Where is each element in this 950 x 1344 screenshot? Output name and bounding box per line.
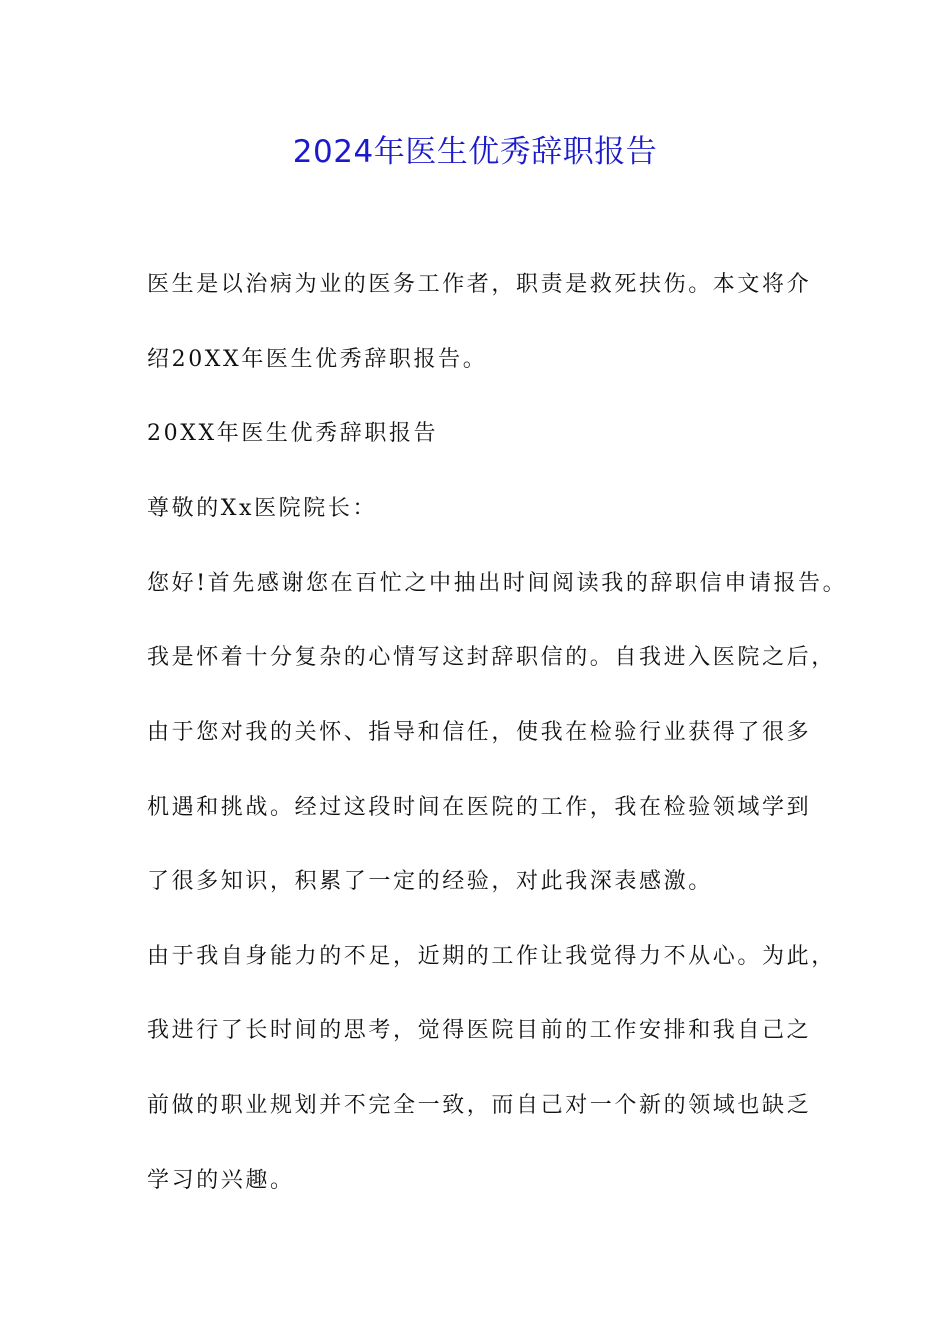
text-line-9: 了很多知识，积累了一定的经验，对此我深表感激。 xyxy=(147,869,713,894)
text-line-7: 由于您对我的关怀、指导和信任，使我在检验行业获得了很多 xyxy=(147,720,812,745)
text-line-5: 您好!首先感谢您在百忙之中抽出时间阅读我的辞职信申请报告。 xyxy=(147,571,848,596)
text-line-10: 由于我自身能力的不足，近期的工作让我觉得力不从心。为此， xyxy=(147,944,836,969)
text-line-3: 20XX年医生优秀辞职报告 xyxy=(147,421,439,446)
text-line-13: 学习的兴趣。 xyxy=(147,1168,295,1193)
text-line-6: 我是怀着十分复杂的心情写这封辞职信的。自我进入医院之后， xyxy=(147,645,836,670)
text-line-2: 绍20XX年医生优秀辞职报告。 xyxy=(147,347,488,372)
text-line-4: 尊敬的Xx医院院长： xyxy=(147,496,378,521)
text-line-8: 机遇和挑战。经过这段时间在医院的工作，我在检验领域学到 xyxy=(147,795,812,820)
document-title: 2024年医生优秀辞职报告 xyxy=(292,134,658,170)
text-line-1: 医生是以治病为业的医务工作者，职责是救死扶伤。本文将介 xyxy=(147,272,812,297)
text-line-12: 前做的职业规划并不完全一致，而自己对一个新的领域也缺乏 xyxy=(147,1093,812,1118)
text-line-11: 我进行了长时间的思考，觉得医院目前的工作安排和我自己之 xyxy=(147,1018,812,1043)
